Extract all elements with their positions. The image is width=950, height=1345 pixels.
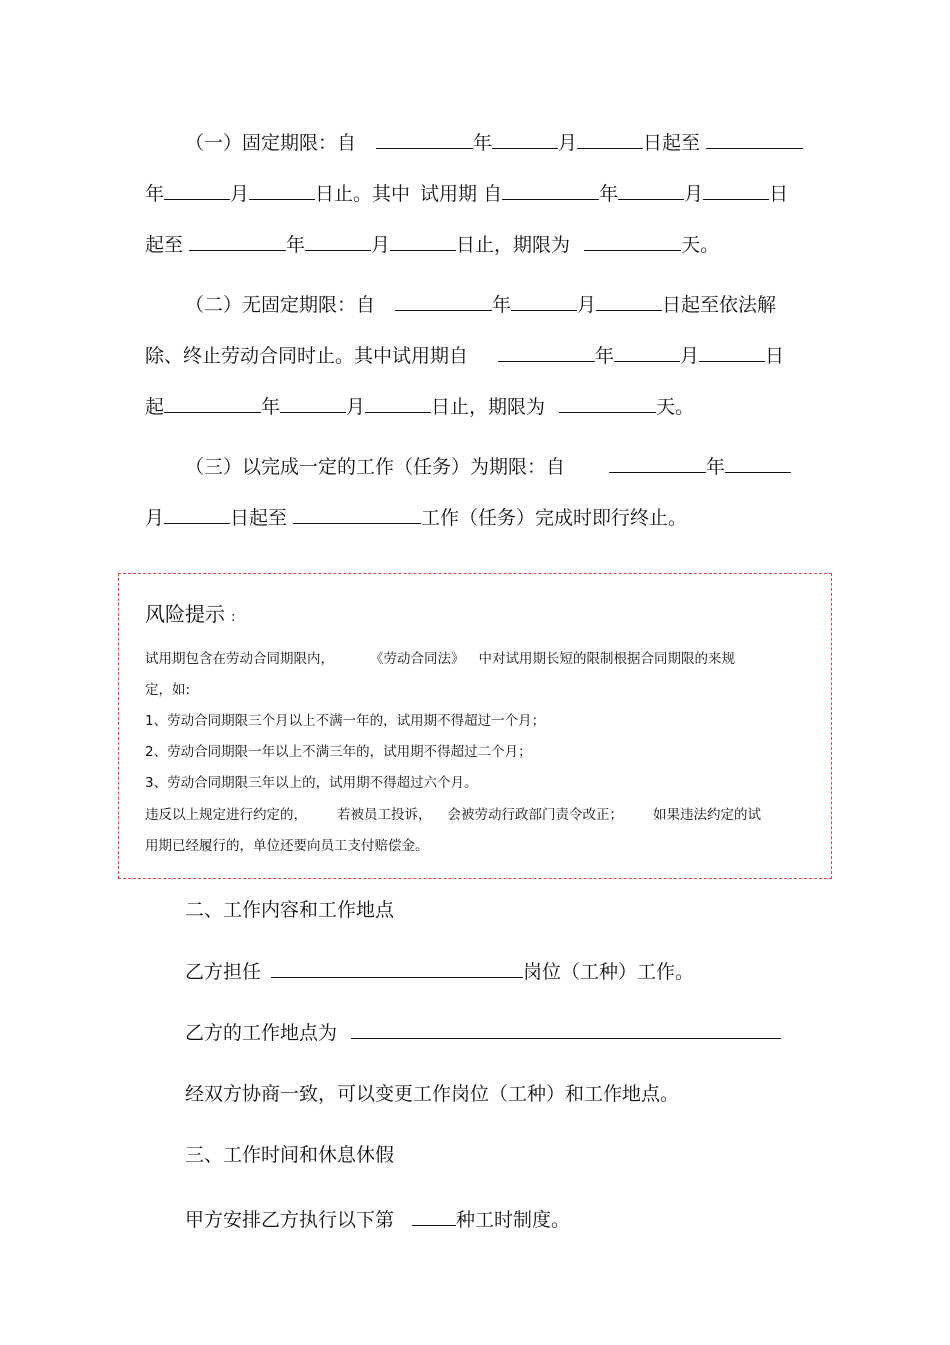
- label-month: 月: [145, 507, 165, 529]
- blank-work-place[interactable]: [351, 1020, 781, 1039]
- task-term-line-2: [145, 505, 687, 530]
- blank-hours-system[interactable]: [412, 1207, 456, 1226]
- label-days: 天。: [681, 234, 720, 256]
- blank-unfixed-start-year[interactable]: [395, 292, 492, 311]
- section-3-heading: 三、工作时间和休息休假: [185, 1144, 395, 1166]
- fixed-term-line-1: [185, 130, 803, 155]
- label-day-end-period: 日止，期限为: [456, 234, 571, 256]
- risk-paragraph-2-cont: 用期已经履行的，单位还要向员工支付赔偿金。: [145, 838, 429, 854]
- risk-p1-law-name: 《劳动合同法》: [370, 651, 465, 667]
- fixed-term-line-2: [145, 181, 788, 206]
- risk-item-3: 3、劳动合同期限三年以上的，试用期不得超过六个月。: [145, 775, 478, 791]
- label-month: 月: [680, 345, 700, 367]
- risk-p2-part4: 如果违法约定的试: [653, 807, 761, 823]
- label-day: 日: [769, 183, 789, 205]
- label-day-end-period: 日止，期限为: [431, 396, 546, 418]
- label-month: 月: [230, 183, 250, 205]
- blank-unfixed-prob-end-year[interactable]: [164, 394, 261, 413]
- blank-position[interactable]: [271, 959, 523, 978]
- risk-notice-title: [145, 602, 235, 630]
- fixed-term-line-3: [145, 232, 719, 257]
- label-until-lawful: 日起至依法解: [662, 294, 777, 316]
- blank-start-day[interactable]: [577, 130, 643, 149]
- blank-probation-start-year[interactable]: [502, 181, 599, 200]
- position-line: [185, 959, 694, 984]
- risk-p2-part2: 若被员工投诉，: [337, 807, 432, 823]
- risk-item-1: 1、劳动合同期限三个月以上不满一年的，试用期不得超过一个月；: [145, 713, 546, 729]
- blank-task-start-year[interactable]: [609, 454, 706, 473]
- label-year: 年: [286, 234, 306, 256]
- blank-probation-start-month[interactable]: [618, 181, 684, 200]
- label-year: 年: [599, 183, 619, 205]
- blank-probation-end-day[interactable]: [390, 232, 456, 251]
- risk-paragraph-1-cont: 定，如:: [145, 682, 191, 698]
- unfixed-term-line-1: [185, 292, 776, 317]
- label-position-work: 岗位（工种）工作。: [523, 961, 695, 983]
- label-year: 年: [261, 396, 281, 418]
- label-year: 年: [473, 132, 493, 154]
- blank-start-month[interactable]: [492, 130, 558, 149]
- label-position: 乙方担任: [185, 961, 262, 983]
- risk-p2-part1: 违反以上规定进行约定的，: [145, 807, 307, 823]
- task-term-line-1: [185, 454, 791, 479]
- label-month: 月: [558, 132, 578, 154]
- label-month: 月: [346, 396, 366, 418]
- label-year: 年: [145, 183, 165, 205]
- blank-probation-start-day[interactable]: [703, 181, 769, 200]
- label-day-end: 日止。其中: [315, 183, 411, 205]
- blank-unfixed-start-month[interactable]: [511, 292, 577, 311]
- risk-p2-part3: 会被劳动行政部门责令改正；: [447, 807, 623, 823]
- label-task-complete: 工作（任务）完成时即行终止。: [421, 507, 688, 529]
- risk-title-colon: :: [231, 610, 236, 625]
- blank-unfixed-prob-days[interactable]: [559, 394, 656, 413]
- work-hours-line: [185, 1207, 570, 1232]
- label-day: 日: [765, 345, 785, 367]
- risk-title-text: 风险提示: [145, 602, 225, 626]
- label-month: 月: [371, 234, 391, 256]
- label-day-from: 日起至: [230, 507, 288, 529]
- blank-end-day[interactable]: [249, 181, 315, 200]
- label-year: 年: [492, 294, 512, 316]
- unfixed-term-intro: （二）无固定期限：自: [185, 294, 376, 316]
- label-year: 年: [706, 456, 726, 478]
- blank-task-start-month[interactable]: [725, 454, 791, 473]
- label-probation-from: 试用期 自: [420, 183, 503, 205]
- risk-paragraph-1: [145, 650, 735, 668]
- blank-unfixed-prob-day[interactable]: [699, 343, 765, 362]
- blank-task-start-day[interactable]: [164, 505, 230, 524]
- blank-end-month[interactable]: [164, 181, 230, 200]
- unfixed-term-line-3: [145, 394, 694, 419]
- work-place-line: [185, 1020, 781, 1045]
- risk-item-2: 2、劳动合同期限一年以上不满三年的，试用期不得超过二个月；: [145, 744, 532, 760]
- label-days: 天。: [656, 396, 695, 418]
- label-year: 年: [595, 345, 615, 367]
- risk-paragraph-2: [145, 806, 761, 824]
- blank-unfixed-prob-end-month[interactable]: [280, 394, 346, 413]
- blank-probation-end-month[interactable]: [305, 232, 371, 251]
- blank-unfixed-prob-year[interactable]: [498, 343, 595, 362]
- label-month: 月: [577, 294, 597, 316]
- blank-probation-days[interactable]: [584, 232, 681, 251]
- blank-unfixed-prob-month[interactable]: [614, 343, 680, 362]
- blank-end-year[interactable]: [706, 130, 803, 149]
- blank-probation-end-year[interactable]: [189, 232, 286, 251]
- blank-unfixed-start-day[interactable]: [596, 292, 662, 311]
- label-month: 月: [684, 183, 704, 205]
- label-work-hours: 甲方安排乙方执行以下第: [185, 1209, 395, 1231]
- label-day-from: 日起至: [643, 132, 701, 154]
- risk-p1-part3: 中对试用期长短的限制根据合同期限的来规: [478, 651, 735, 667]
- fixed-term-intro: （一）固定期限：自: [185, 132, 357, 154]
- blank-unfixed-prob-end-day[interactable]: [365, 394, 431, 413]
- change-clause: 经双方协商一致，可以变更工作岗位（工种）和工作地点。: [185, 1083, 680, 1105]
- label-from-to: 起至: [145, 234, 184, 256]
- section-2-heading: 二、工作内容和工作地点: [185, 899, 395, 921]
- label-termination: 除、终止劳动合同时止。其中试用期自: [145, 345, 469, 367]
- task-term-intro: （三）以完成一定的工作（任务）为期限：自: [185, 456, 566, 478]
- label-from: 起: [145, 396, 165, 418]
- blank-task-name[interactable]: [293, 505, 421, 524]
- label-work-place: 乙方的工作地点为: [185, 1022, 338, 1044]
- blank-start-year[interactable]: [376, 130, 473, 149]
- unfixed-term-line-2: [145, 343, 784, 368]
- label-hours-system: 种工时制度。: [456, 1209, 571, 1231]
- risk-p1-part1: 试用期包含在劳动合同期限内，: [145, 651, 334, 667]
